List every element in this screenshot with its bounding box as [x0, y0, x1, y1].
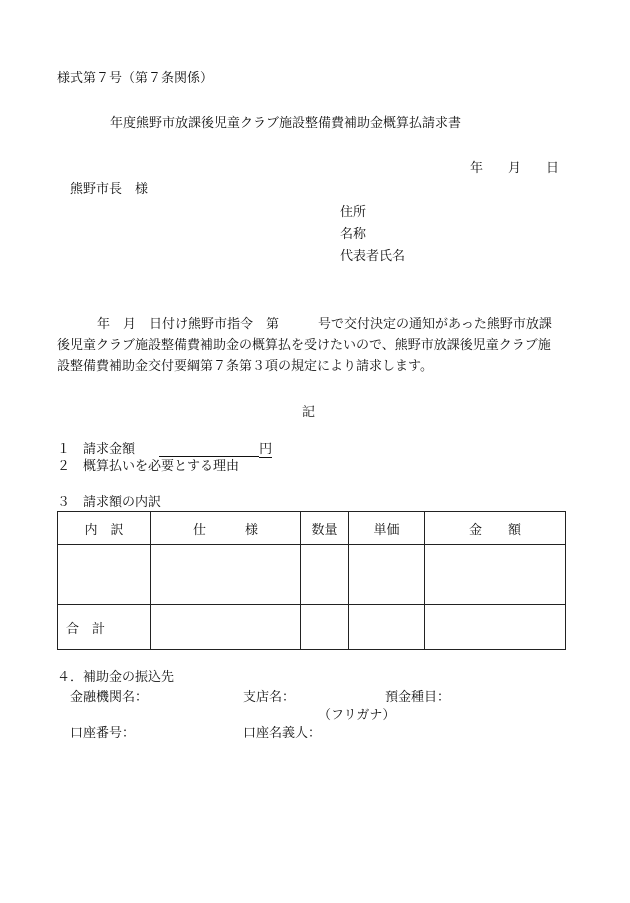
- header-specification: 仕 様: [151, 512, 301, 545]
- item2-reason: ２ 概算払いを必要とする理由: [57, 459, 240, 474]
- amount-underline: [159, 442, 259, 457]
- applicant-representative: 代表者氏名: [340, 249, 406, 264]
- body-line-2: 後児童クラブ施設整備費補助金の概算払を受けたいので、熊野市放課後児童クラブ施: [57, 338, 551, 353]
- header-breakdown: 内 訳: [58, 512, 151, 545]
- ki-heading: 記: [302, 405, 316, 420]
- item4-transfer-label: ４．補助金の振込先: [57, 670, 175, 685]
- cell-specification[interactable]: [151, 545, 301, 605]
- total-specification[interactable]: [151, 605, 301, 650]
- body-line-1: 年 月 日付け熊野市指令 第 号で交付決定の通知があった熊野市放課: [97, 317, 552, 332]
- applicant-address: 住所: [340, 205, 367, 220]
- document-title: 年度熊野市放課後児童クラブ施設整備費補助金概算払請求書: [110, 116, 462, 131]
- account-holder-label: 口座名義人：: [243, 726, 322, 741]
- total-label: 合 計: [58, 605, 151, 650]
- item1-label: １ 請求金額: [57, 442, 136, 457]
- applicant-name: 名称: [340, 227, 367, 242]
- table-header-row: [58, 512, 566, 545]
- total-amount[interactable]: [425, 605, 566, 650]
- deposit-type-label: 預金種目：: [385, 690, 451, 705]
- cell-breakdown[interactable]: [58, 545, 151, 605]
- breakdown-table: [57, 511, 566, 650]
- account-number-label: 口座番号：: [70, 726, 136, 741]
- header-unit-price: 単価: [349, 512, 425, 545]
- cell-quantity[interactable]: [301, 545, 349, 605]
- item1-unit: 円: [259, 442, 273, 457]
- table-total-row: [58, 605, 566, 650]
- item3-breakdown-label: ３ 請求額の内訳: [57, 495, 162, 510]
- date-year: 年: [470, 161, 484, 176]
- furigana-label: （フリガナ）: [318, 708, 396, 723]
- body-line-3: 設整備費補助金交付要綱第７条第３項の規定により請求します。: [57, 359, 433, 374]
- cell-unit-price[interactable]: [349, 545, 425, 605]
- header-amount: 金 額: [425, 512, 566, 545]
- cell-amount[interactable]: [425, 545, 566, 605]
- total-unit-price[interactable]: [349, 605, 425, 650]
- date-day: 日: [546, 161, 560, 176]
- addressee: 熊野市長 様: [70, 182, 149, 197]
- item1-request-amount: [57, 442, 272, 457]
- header-quantity: 数量: [301, 512, 349, 545]
- table-row: [58, 545, 566, 605]
- bank-name-label: 金融機関名：: [70, 690, 149, 705]
- form-number: 様式第７号（第７条関係）: [57, 71, 214, 86]
- branch-name-label: 支店名：: [243, 690, 296, 705]
- total-quantity[interactable]: [301, 605, 349, 650]
- date-month: 月: [508, 161, 522, 176]
